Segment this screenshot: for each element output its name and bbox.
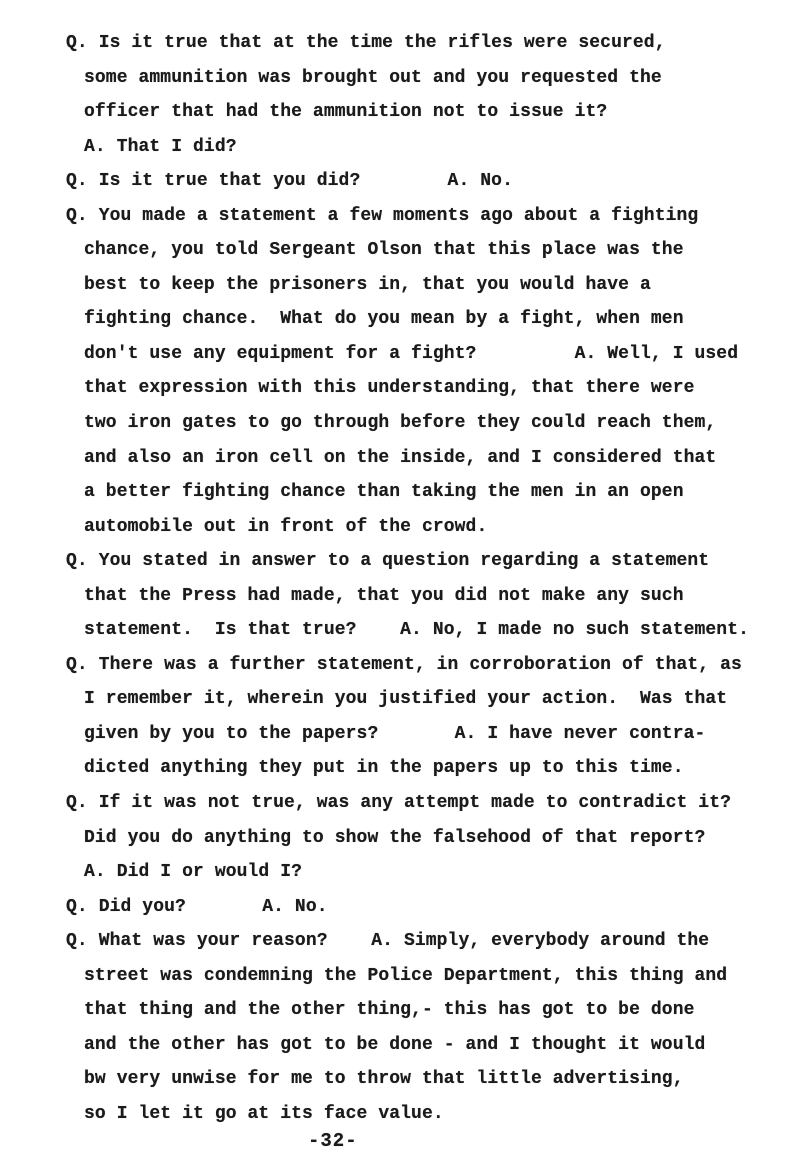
transcript-line: given by you to the papers? A. I have never contra- (84, 723, 706, 744)
transcript-line: so I let it go at its face value. (84, 1103, 444, 1124)
transcript-line: some ammunition was brought out and you requested the (84, 67, 662, 88)
transcript-line: and the other has got to be done - and I thought it would (84, 1034, 706, 1055)
transcript-line: street was condemning the Police Department, this thing and (84, 965, 728, 986)
transcript-line: Q. If it was not true, was any attempt made to contradict it? (66, 793, 732, 814)
transcript-line: two iron gates to go through before they could reach them, (84, 413, 717, 434)
transcript-line: A. That I did? (84, 136, 237, 157)
transcript-line: Q. What was your reason? A. Simply, everybody around the (66, 931, 710, 952)
transcript-line: don't use any equipment for a fight? A. Well, I used (84, 343, 739, 364)
transcript-line: bw very unwise for me to throw that little advertising, (84, 1069, 684, 1090)
transcript-line: and also an iron cell on the inside, and I considered that (84, 447, 717, 468)
transcript-line: Q. Is it true that at the time the rifles were secured, (66, 33, 666, 53)
transcript-line: automobile out in front of the crowd. (84, 516, 488, 537)
transcript-line: that thing and the other thing,- this has got to be done (84, 1000, 695, 1021)
transcript-line: Q. Is it true that you did? A. No. (66, 171, 513, 192)
transcript-line: fighting chance. What do you mean by a fight, when men (84, 309, 684, 330)
page-number: -32- (308, 1130, 358, 1152)
transcript-line: A. Did I or would I? (84, 862, 303, 883)
transcript-line: dicted anything they put in the papers up to this time. (84, 758, 684, 779)
transcript-line: Q. There was a further statement, in corroboration of that, as (66, 654, 742, 675)
transcript-line: Did you do anything to show the falsehood of that report? (84, 827, 706, 848)
transcript-line: Q. You made a statement a few moments ago about a fighting (66, 205, 699, 226)
transcript-line: statement. Is that true? A. No, I made no such statement. (84, 620, 750, 641)
transcript-line: best to keep the prisoners in, that you would have a (84, 274, 651, 295)
transcript-line: I remember it, wherein you justified your action. Was that (84, 689, 728, 710)
transcript-line: that expression with this understanding, that there were (84, 378, 695, 399)
transcript-line: that the Press had made, that you did not make any such (84, 585, 684, 606)
transcript-line: Q. You stated in answer to a question regarding a statement (66, 551, 710, 572)
transcript-line: officer that had the ammunition not to issue it? (84, 102, 608, 123)
transcript-line: Q. Did you? A. No. (66, 896, 328, 917)
transcript-body (0, 26, 800, 1132)
transcript-line: chance, you told Sergeant Olson that this place was the (84, 240, 684, 261)
transcript-line: a better fighting chance than taking the men in an open (84, 482, 684, 503)
